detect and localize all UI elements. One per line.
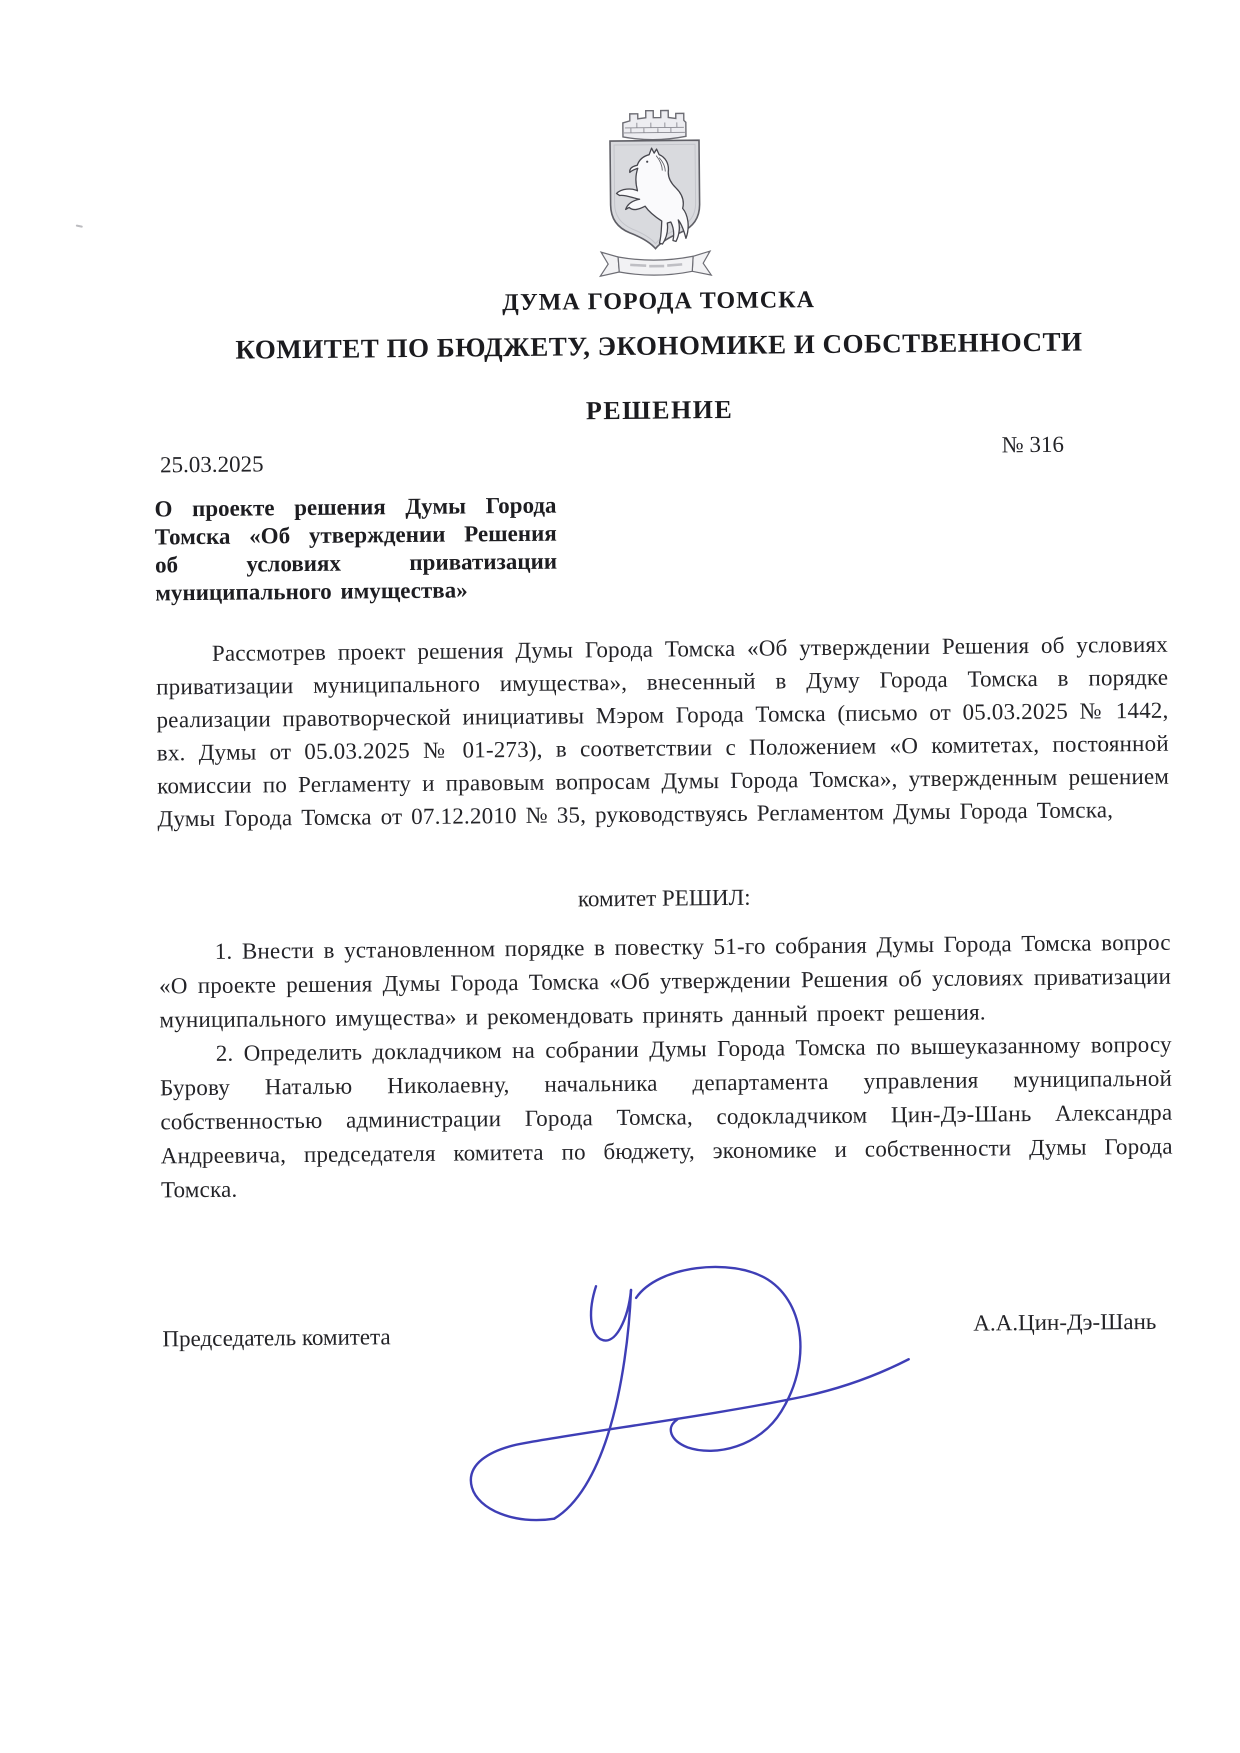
signature-stroke-u	[591, 1286, 632, 1341]
ribbon-left-wing	[600, 252, 619, 276]
document-type-title: РЕШЕНИЕ	[585, 394, 734, 426]
clauses-block	[159, 926, 1174, 1208]
signer-name: А.А.Цин-Дэ-Шань	[973, 1308, 1157, 1336]
scan-artifact-mark	[76, 224, 83, 227]
signature-stroke-flourish	[470, 1359, 910, 1520]
ribbon-right-wing	[692, 251, 711, 275]
org-name-primary: ДУМА ГОРОДА ТОМСКА	[502, 287, 815, 317]
clause-2: 2. Определить докладчиком на собрании Думы Города Томска по вышеуказанному вопросу Бурову Наталью Николаевну, начальника департамента управления муниципальной собственностью администрации Города Томска, содокладчиком Цин-Дэ-Шань Александра Андреевича, председателя комитета по бюджету, экономике и собственности Думы Города Томска.	[159, 1031, 1173, 1203]
horse-eye	[646, 161, 648, 163]
signature-ink-icon	[384, 1253, 947, 1538]
clause-1: 1. Внести в установленном порядке в повестку 51-го собрания Думы Города Томска вопрос «О проекте решения Думы Города Томска «Об утверждении Решения об условиях приватизации муниципального имущества» и рекомендовать принять данный проект решения.	[158, 929, 1172, 1033]
signature-stroke-loop	[636, 1266, 802, 1451]
document-date: 25.03.2025	[159, 451, 264, 478]
resolve-heading: комитет РЕШИЛ:	[577, 884, 751, 912]
tomsk-coat-of-arms-icon	[587, 105, 724, 286]
document-number: № 316	[1001, 431, 1065, 458]
signer-title: Председатель комитета	[162, 1324, 391, 1352]
org-name-committee: КОМИТЕТ ПО БЮДЖЕТУ, ЭКОНОМИКЕ И СОБСТВЕННОСТИ	[235, 326, 1083, 365]
preamble-paragraph: Рассмотрев проект решения Думы Города Томска «Об утверждении Решения об условиях приватизации муниципального имущества», внесенный в Думу Города Томска в порядке реализации правотворческой инициативы Мэром Города Томска (письмо от 05.03.2025 № 1442, вх. Думы от 05.03.2025 № 01-273), в соответствии с Положением «О комитетах, постоянной комиссии по Регламенту и правовым вопросам Думы Города Томска», утвержденным решением Думы Города Томска от 07.12.2010 № 35, руководствуясь Регламентом Думы Города Томска,	[156, 631, 1170, 832]
document-subject: О проекте решения Думы Города Томска «Об утверждении Решения об условиях приватизации муниципального имущества»	[154, 492, 558, 606]
